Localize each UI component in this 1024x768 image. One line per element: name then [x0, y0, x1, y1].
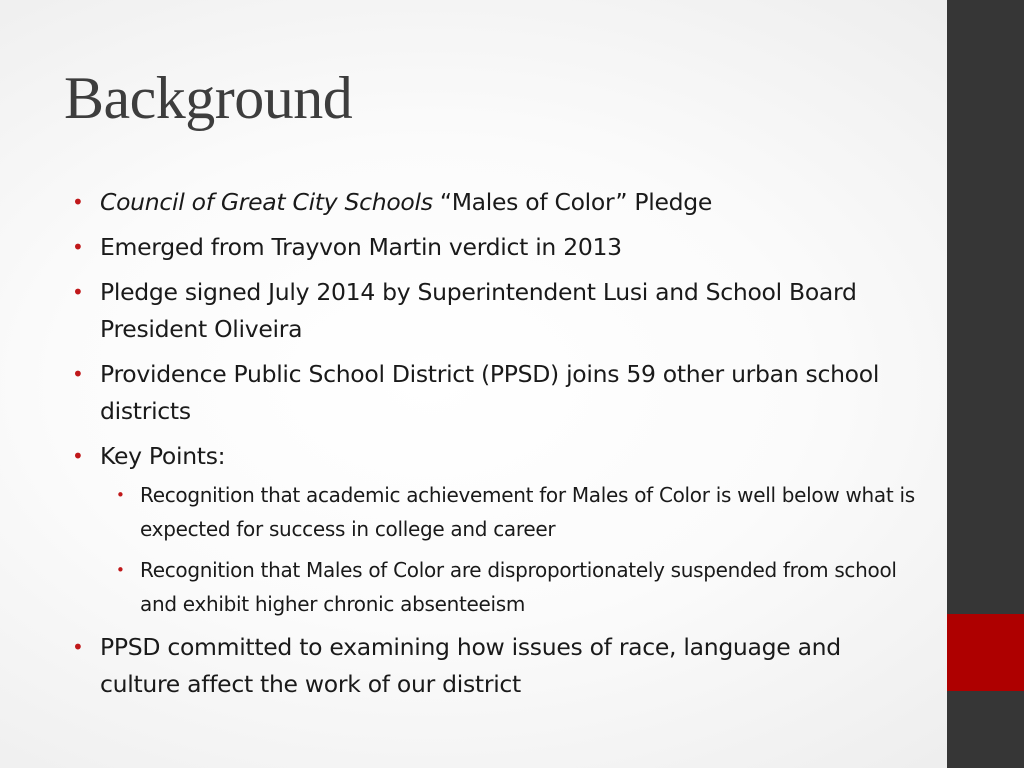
- slide-title: Background: [64, 65, 353, 131]
- subbullet-item: [106, 478, 922, 546]
- bullet-icon: •: [72, 362, 84, 386]
- side-rail-accent: [947, 614, 1024, 691]
- bullet-item: [72, 356, 922, 430]
- subbullet-icon: •: [116, 561, 125, 579]
- bullet-list: [72, 184, 922, 703]
- bullet-icon: •: [72, 444, 84, 468]
- bullet-italic-text: Council of Great City Schools: [100, 188, 433, 216]
- bullet-text: PPSD committed to examining how issues of race, language and culture affect the work of our district: [100, 633, 841, 698]
- bullet-item: [72, 184, 922, 221]
- bullet-icon: •: [72, 280, 84, 304]
- bullet-text: “Males of Color” Pledge: [432, 188, 713, 216]
- subbullet-text: Recognition that academic achievement for Males of Color is well below what is expected for success in college and career: [140, 483, 915, 541]
- subbullet-item: [106, 553, 922, 621]
- bullet-icon: •: [72, 190, 84, 214]
- bullet-item: [72, 274, 922, 348]
- bullet-icon: •: [72, 635, 84, 659]
- bullet-text: Key Points:: [100, 442, 226, 470]
- bullet-text: Emerged from Trayvon Martin verdict in 2013: [100, 233, 622, 261]
- subbullet-list: [100, 478, 922, 621]
- bullet-item: [72, 229, 922, 266]
- bullet-text: Pledge signed July 2014 by Superintendent Lusi and School Board President Oliveira: [100, 278, 857, 343]
- subbullet-text: Recognition that Males of Color are disproportionately suspended from school and exhibit higher chronic absenteeism: [140, 558, 897, 616]
- bullet-text: Providence Public School District (PPSD) joins 59 other urban school districts: [100, 360, 880, 425]
- bullet-icon: •: [72, 235, 84, 259]
- subbullet-icon: •: [116, 486, 125, 504]
- slide-content: [72, 184, 922, 711]
- bullet-item: [72, 629, 922, 703]
- bullet-item: [72, 438, 922, 621]
